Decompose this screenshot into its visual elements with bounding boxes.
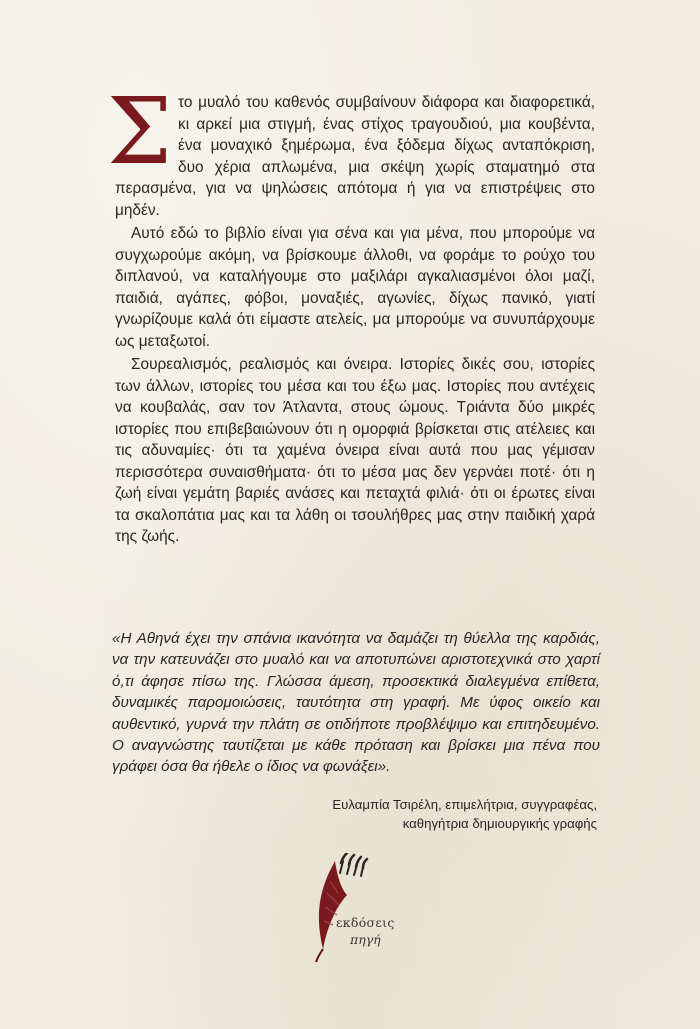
publisher-name-line-2: πηγή	[350, 932, 381, 947]
blurb-paragraph-1	[107, 78, 595, 221]
attribution-line-2: καθηγήτρια δημιουργικής γραφής	[402, 816, 597, 831]
attribution-line-1: Ευλαμπία Τσιρέλη, επιμελήτρια, συγγραφέας,	[332, 797, 597, 812]
blurb-text	[107, 78, 595, 548]
blurb-paragraph-3: Σουρεαλισμός, ρεαλισμός και όνειρα. Ιστορίες δικές σου, ιστορίες των άλλων, ιστορίες του μέσα και του έξω μας. Ιστορίες που αντέχεις να κουβαλάς, σαν τον Άτλαντα, στους ώμους. Τριάντα δύο μικρές ιστορίες που επιβεβαιώνουν ότι η ομορφιά βρίσκεται στις ατέλειες και τις αδυναμίες· ότι τα χαμένα όνειρα είναι αυτά που μας γέμισαν περισσότερα συναισθήματα· ότι το μέσα μας δεν γερνάει ποτέ· ότι η ζωή είναι γεμάτη βαριές ανάσες και πεταχτά φιλιά· ότι οι έρωτες είναι τα σκαλοπάτια μας και τα λάθη οι τσουλήθρες μας στην παιδική χαρά της ζωής.	[115, 356, 595, 545]
paragraph-1-text: το μυαλό του καθενός συμβαίνουν διάφορα και διαφορετικά, κι αρκεί μια στιγμή, ένας στίχος τραγουδιού, μια κουβέντα, ένα μοναχικό ξημέρωμα, ένα ξόδεμα δίχως ανταπόκριση, δυο χέρια απλωμένα, μια σκέψη χωρίς σταματημό στα περασμένα, για να ψηλώσεις απότομα ή για να επιστρέψεις στο μηδέν.	[115, 94, 595, 219]
blurb-paragraph-2: Αυτό εδώ το βιβλίο είναι για σένα και για μένα, που μπορούμε να συγχωρούμε ακόμη, να βρίσκουμε άλλοθι, να φοράμε το ρούχο του διπλανού, να καταλήγουμε στο μαξιλάρι αγκαλιασμένοι όλοι μαζί, παιδιά, αγάπες, φόβοι, μοναξιές, αγωνίες, δίχως πανικό, γιατί γνωρίζουμε καλά ότι είμαστε ατελείς, μα μπορούμε να συνυπάρχουμε ως μεταξωτοί.	[115, 225, 595, 350]
dropcap-letter: Σ	[107, 78, 173, 185]
publisher-name-line-1: εκδόσεις	[336, 915, 395, 930]
review-quote: «Η Αθηνά έχει την σπάνια ικανότητα να δαμάζει τη θύελλα της καρδιάς, να την κατευνάζει στο μυαλό και να αποτυπώνει αριστοτεχνικά στο χαρτί ό,τι άφησε πίσω της. Γλώσσα άμεση, προσεκτικά διαλεγμένα επίθετα, δυναμικές παρομοιώσεις, ταυτότητα στη γραφή. Με ύφος οικείο και αυθεντικό, γυρνά την πλάτη σε οτιδήποτε προβλέψιμο και επιτηδευμένο. Ο αναγνώστης ταυτίζεται με κάθε πρόταση και βρίσκει μια πένα που γράφει όσα θα ήθελε ο ίδιος να φωνάξει».	[112, 630, 600, 776]
quote-attribution	[332, 795, 597, 833]
